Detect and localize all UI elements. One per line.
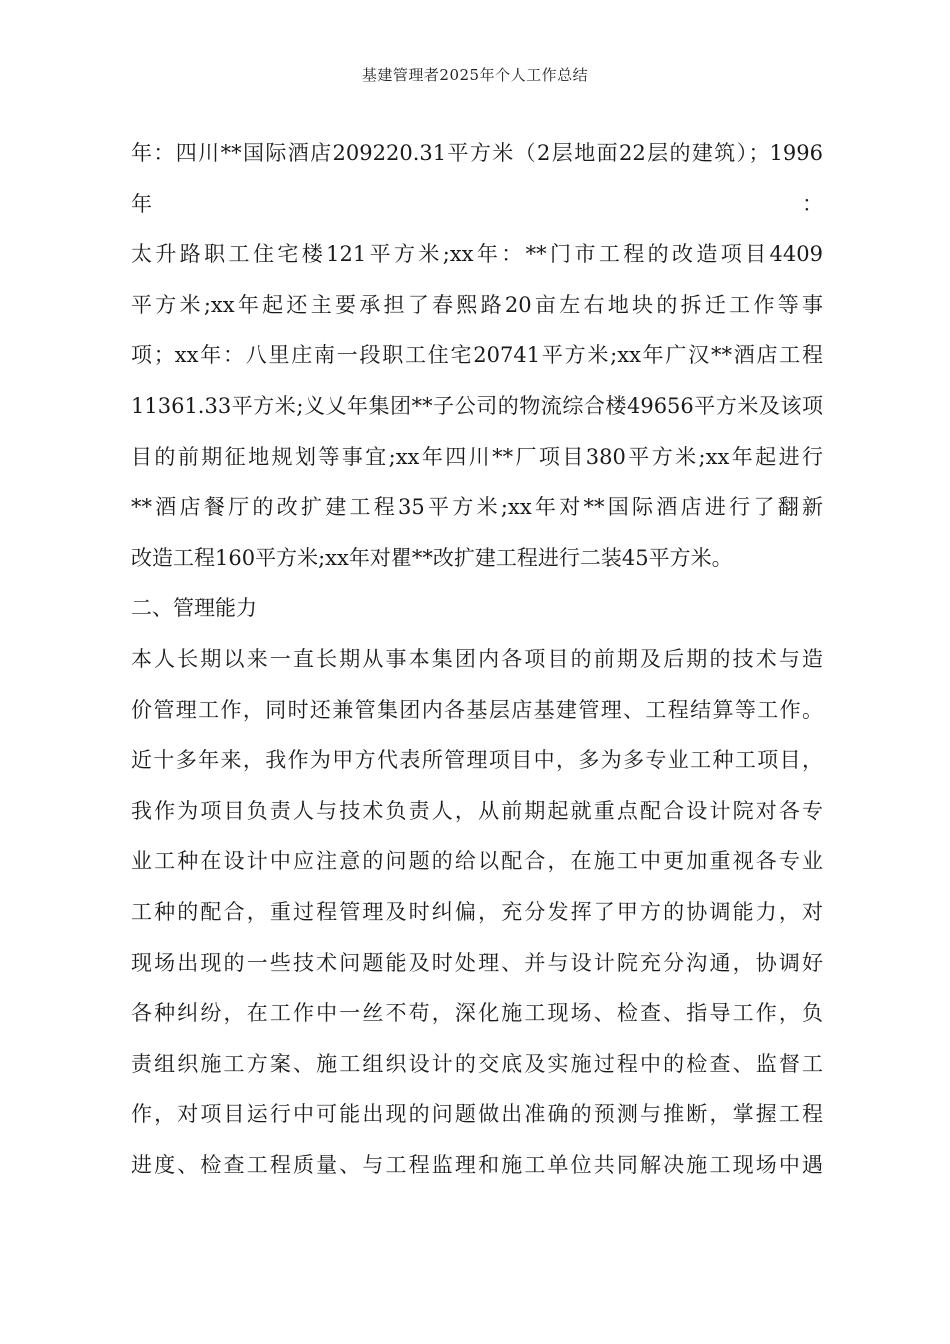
text-line: 各种纠纷，在工作中一丝不苟，深化施工现场、检查、指导工作，负: [131, 1001, 823, 1026]
text-line: 年：四川**国际酒店209220.31平方米（2层地面22层的建筑）；1996: [131, 141, 823, 165]
text-line-end: ：: [802, 191, 823, 216]
text-line: 太升路职工住宅楼121平方米;xx年：**门市工程的改造项目4409: [131, 242, 823, 267]
text-line: 近十多年来，我作为甲方代表所管理项目中，多为多专业工种工项目，: [131, 748, 823, 773]
text-line: 我作为项目负责人与技术负责人，从前期起就重点配合设计院对各专: [131, 798, 823, 823]
text-line: 业工种在设计中应注意的问题的给以配合，在施工中更加重视各专业: [131, 849, 823, 874]
text-line: 11361.33平方米;义乂年集团**子公司的物流综合楼49656平方米及该项: [131, 393, 823, 418]
text-line: 本人长期以来一直长期从事本集团内各项目的前期及后期的技术与造: [131, 646, 823, 671]
text-line: **酒店餐厅的改扩建工程35平方米;xx年对**国际酒店进行了翻新: [131, 495, 823, 520]
text-line: 改造工程160平方米;xx年对瞿**改扩建工程进行二装45平方米。: [131, 545, 733, 570]
text-line: 价管理工作，同时还兼管集团内各基层店基建管理、工程结算等工作。: [131, 697, 823, 722]
text-line-start: 年: [131, 191, 152, 216]
document-body: [131, 128, 823, 1190]
text-line: [131, 179, 823, 230]
text-line: 项；xx年：八里庄南一段职工住宅20741平方米;xx年广汉**酒店工程: [131, 343, 823, 368]
text-line: 现场出现的一些技术问题能及时处理、并与设计院充分沟通，协调好: [131, 950, 823, 975]
text-line: 工种的配合，重过程管理及时纠偏，充分发挥了甲方的协调能力，对: [131, 899, 823, 924]
text-line: 平方米;xx年起还主要承担了春熙路20亩左右地块的拆迁工作等事: [131, 292, 823, 317]
text-line: 作，对项目运行中可能出现的问题做出准确的预测与推断，掌握工程: [131, 1102, 823, 1127]
text-line: 目的前期征地规划等事宜;xx年四川**厂项目380平方米;xx年起进行: [131, 444, 823, 469]
section-heading: 二、管理能力: [131, 596, 257, 621]
text-line: 进度、检查工程质量、与工程监理和施工单位共同解决施工现场中遇: [131, 1152, 823, 1177]
text-line: 责组织施工方案、施工组织设计的交底及实施过程中的检查、监督工: [131, 1051, 823, 1076]
page-header-title: 基建管理者2025年个人工作总结: [361, 66, 589, 84]
